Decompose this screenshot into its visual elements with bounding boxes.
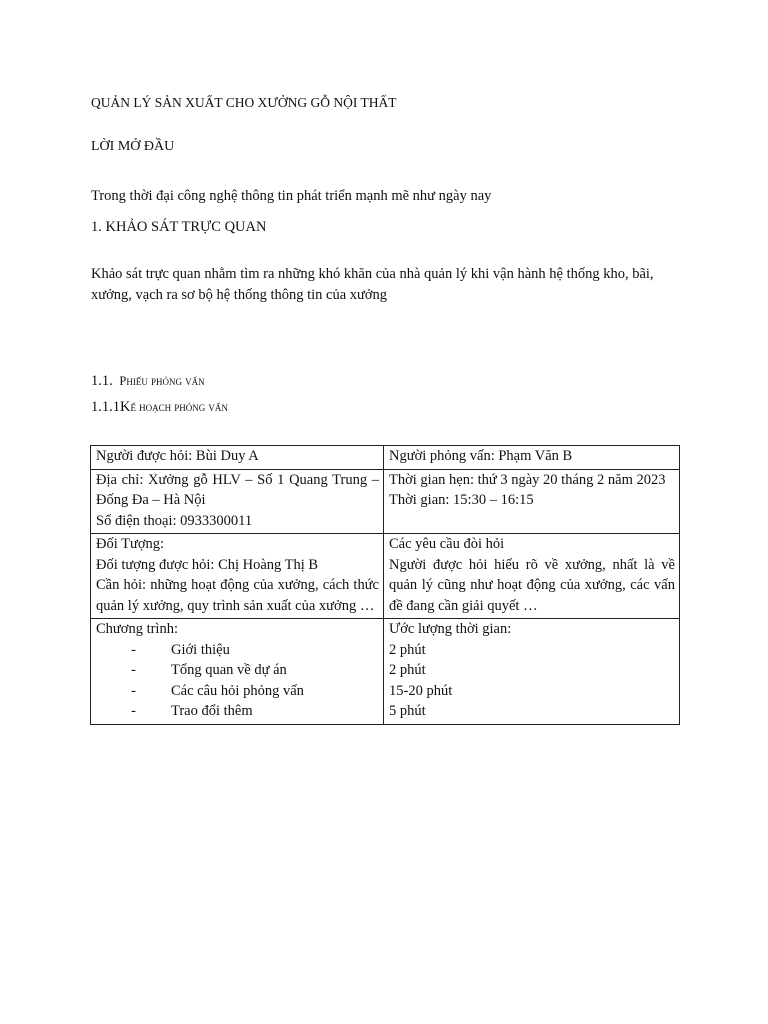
interviewer-text: Người phỏng vấn: Phạm Văn B bbox=[389, 448, 573, 464]
program-item bbox=[96, 681, 379, 702]
appointment-text: Thời gian hẹn: thứ 3 ngày 20 tháng 2 năm 2023 bbox=[389, 471, 666, 488]
section-1-1-title: Phiếu phỏng vấn bbox=[119, 374, 205, 388]
program-bullet: - bbox=[131, 641, 136, 658]
program-heading: Chương trình: bbox=[96, 621, 178, 637]
section-1-1-1-title: ế hoạch phỏng vấn bbox=[130, 400, 228, 414]
table-row bbox=[91, 619, 680, 725]
section-1-1-number: 1.1. bbox=[91, 373, 113, 389]
section-1-1-heading bbox=[91, 372, 205, 390]
address-cell bbox=[91, 469, 384, 534]
intro-line: Trong thời đại công nghệ thông tin phát triển mạnh mẽ như ngày nay bbox=[91, 188, 492, 204]
program-item-label: Các câu hỏi phỏng vấn bbox=[171, 682, 304, 699]
section-1-title: KHẢO SÁT TRỰC QUAN bbox=[105, 219, 267, 235]
subject-person: Đối tượng được hỏi: Chị Hoàng Thị B bbox=[96, 556, 319, 573]
address-text: Địa chỉ: Xưởng gỗ HLV – Số 1 Quang Trung – Đống Đa – Hà Nội bbox=[96, 471, 379, 508]
time-estimate-cell bbox=[384, 619, 680, 725]
table-row bbox=[91, 534, 680, 619]
interviewer-cell bbox=[384, 446, 680, 470]
preface-heading: LỜI MỞ ĐẦU bbox=[91, 139, 175, 154]
requirements-cell bbox=[384, 534, 680, 619]
section-1-paragraph bbox=[91, 264, 691, 306]
time-text: Thời gian: 15:30 – 16:15 bbox=[389, 492, 534, 508]
subject-cell bbox=[91, 534, 384, 619]
interviewee-cell bbox=[91, 446, 384, 470]
program-item-label: Tổng quan về dự án bbox=[171, 662, 287, 678]
requirements-body: Người được hỏi hiểu rõ về xưởng, nhất là về quản lý cũng như hoạt động của xưởng, các vấn đề đang cần giải quyết … bbox=[389, 556, 675, 614]
program-bullet: - bbox=[131, 682, 136, 699]
section-1-heading bbox=[91, 218, 266, 236]
subject-needs: Cần hỏi: những hoạt động của xưởng, cách thức quản lý xưởng, quy trình sản xuất của xưởng … bbox=[96, 577, 379, 614]
document-title: QUẢN LÝ SẢN XUẤT CHO XƯỞNG GỖ NỘI THẤT bbox=[91, 95, 397, 110]
program-item-label: Trao đổi thêm bbox=[171, 703, 253, 719]
program-item-label: Giới thiệu bbox=[171, 641, 230, 658]
section-1-number: 1. bbox=[91, 219, 102, 235]
section-1-1-1-heading bbox=[91, 398, 228, 416]
section-1-paragraph-line-2: xưởng, vạch ra sơ bộ hệ thống thông tin của xưởng bbox=[91, 287, 388, 303]
interviewee-text: Người được hỏi: Bùi Duy A bbox=[96, 448, 259, 464]
phone-text: Số điện thoại: 0933300011 bbox=[96, 512, 253, 529]
time-estimate-heading: Ước lượng thời gian: bbox=[389, 621, 512, 637]
section-1-paragraph-line-1: Khảo sát trực quan nhằm tìm ra những khó khăn của nhà quản lý khi vận hành hệ thống kho, bãi, bbox=[91, 266, 654, 282]
program-item bbox=[96, 660, 379, 681]
program-bullet: - bbox=[131, 662, 136, 678]
table-row bbox=[91, 469, 680, 534]
time-estimate-item: 15-20 phút bbox=[389, 682, 453, 699]
program-item bbox=[96, 701, 379, 722]
program-bullet: - bbox=[131, 703, 136, 719]
section-1-1-1-prefix: 1.1.1K bbox=[91, 399, 131, 415]
schedule-cell bbox=[384, 469, 680, 534]
requirements-heading: Các yêu cầu đòi hỏi bbox=[389, 536, 505, 552]
program-cell bbox=[91, 619, 384, 725]
time-estimate-item: 2 phút bbox=[389, 662, 426, 678]
time-estimate-item: 5 phút bbox=[389, 703, 426, 719]
time-estimate-item: 2 phút bbox=[389, 641, 426, 658]
subject-heading: Đối Tượng: bbox=[96, 536, 165, 552]
interview-plan-table bbox=[90, 445, 680, 725]
table-row bbox=[91, 446, 680, 470]
program-item bbox=[96, 640, 379, 661]
